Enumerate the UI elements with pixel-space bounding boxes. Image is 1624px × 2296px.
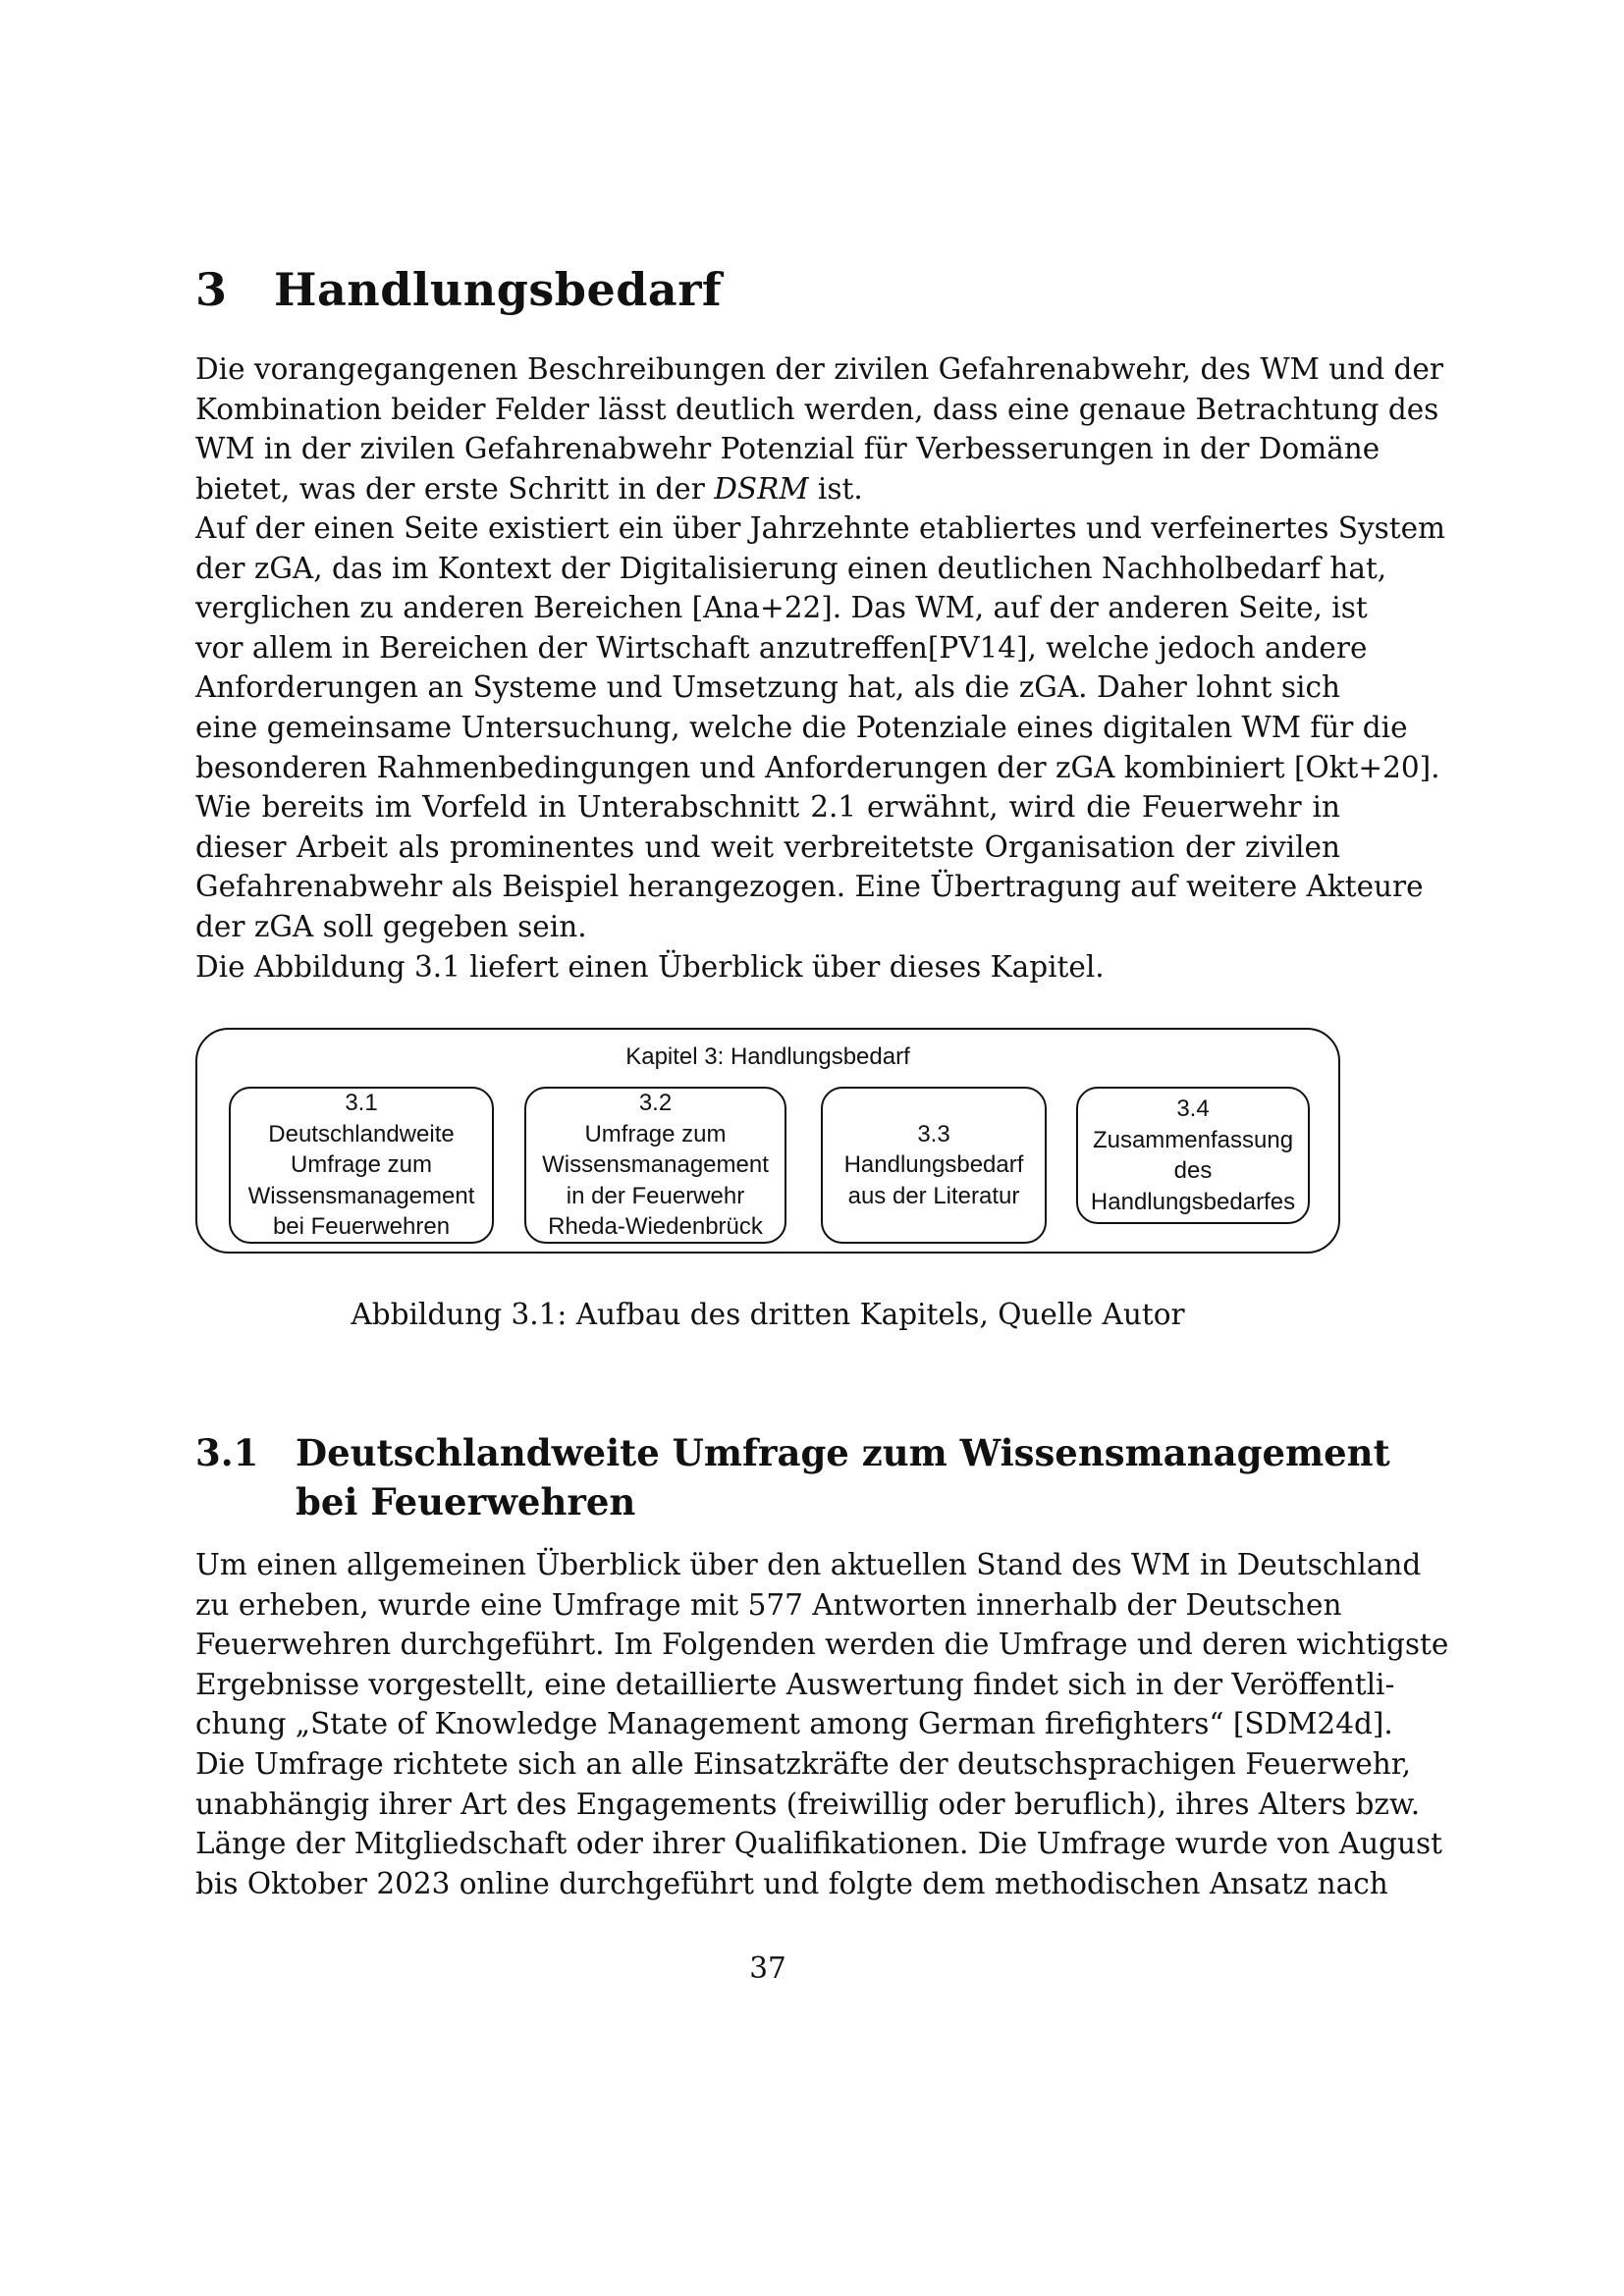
figure-box-3-3	[821, 1087, 1047, 1244]
text-line: Die Umfrage richtete sich an alle Einsatzkräfte der deutschsprachigen Feuerwehr,	[195, 1746, 1412, 1781]
chapter-number: 3	[195, 263, 228, 316]
box-line: Wissensmanagement	[247, 1182, 475, 1209]
text-line: Länge der Mitgliedschaft oder ihrer Qualifikationen. Die Umfrage wurde von August	[195, 1827, 1442, 1861]
text-line: bis Oktober 2023 online durchgeführt und folgte dem methodischen Ansatz nach	[195, 1866, 1388, 1900]
text-line: Wie bereits im Vorfeld in Unterabschnitt 2.1 erwähnt, wird die Feuerwehr in	[195, 790, 1340, 825]
section-title-line: Deutschlandweite Umfrage zum Wissensmanagement	[296, 1431, 1390, 1474]
box-line: Umfrage zum	[290, 1151, 433, 1179]
text-line: Die vorangegangenen Beschreibungen der zivilen Gefahrenabwehr, des WM und der	[195, 352, 1443, 386]
text-line: vor allem in Bereichen der Wirtschaft anzutreffen[PV14], welche jedoch andere	[195, 630, 1368, 665]
text-line: eine gemeinsame Untersuchung, welche die Potenziale eines digitalen WM für die	[195, 710, 1408, 744]
chapter-title: Handlungsbedarf	[274, 263, 723, 316]
text-line: Die Abbildung 3.1 liefert einen Überblick über dieses Kapitel.	[195, 950, 1105, 984]
box-line: 3.2	[638, 1090, 673, 1117]
page-number: 37	[749, 1951, 786, 1985]
box-line: Deutschlandweite	[268, 1120, 455, 1148]
figure-title: Kapitel 3: Handlungsbedarf	[625, 1043, 910, 1070]
intro-paragraph-1	[195, 349, 1443, 508]
text-line: Anforderungen an Systeme und Umsetzung hat, als die zGA. Daher lohnt sich	[195, 670, 1340, 705]
text-line: der zGA, das im Kontext der Digitalisierung einen deutlichen Nachholbedarf hat,	[195, 551, 1387, 585]
figure-caption: Abbildung 3.1: Aufbau des dritten Kapitels, Quelle Autor	[351, 1298, 1185, 1331]
section-title	[296, 1428, 1390, 1526]
box-line: des	[1173, 1157, 1213, 1184]
box-line: Zusammenfassung	[1092, 1126, 1294, 1153]
text-line: WM in der zivilen Gefahrenabwehr Potenzial für Verbesserungen in der Domäne	[195, 432, 1380, 466]
text-line: Gefahrenabwehr als Beispiel herangezogen. Eine Übertragung auf weitere Akteure	[195, 870, 1424, 904]
box-line: aus der Literatur	[847, 1182, 1020, 1209]
section-paragraph	[195, 1545, 1449, 1903]
box-line: 3.1	[345, 1090, 378, 1117]
text-line: Feuerwehren durchgeführt. Im Folgenden werden die Umfrage und deren wichtigste	[195, 1628, 1449, 1662]
section-number: 3.1	[195, 1431, 259, 1474]
figure-box-3-2	[524, 1087, 786, 1244]
text-line: Auf der einen Seite existiert ein über Jahrzehnte etabliertes und verfeinertes System	[195, 511, 1446, 545]
dsrm-term: DSRM	[714, 471, 809, 506]
text-line: chung „State of Knowledge Management among German firefighters“ [SDM24d].	[195, 1707, 1393, 1741]
box-line: in der Feuerwehr	[566, 1182, 745, 1209]
box-line: 3.3	[917, 1120, 950, 1148]
box-line: Handlungsbedarf	[843, 1151, 1024, 1179]
text-line: dieser Arbeit als prominentes und weit verbreitetste Organisation der zivilen	[195, 829, 1340, 864]
text-line-dsrm: bietet, was der erste Schritt in der DSRM ist.	[195, 471, 863, 506]
text-line: Um einen allgemeinen Überblick über den aktuellen Stand des WM in Deutschland	[195, 1548, 1422, 1581]
text-line: Ergebnisse vorgestellt, eine detaillierte Auswertung findet sich in der Veröffentli-	[195, 1667, 1395, 1701]
figure-box-3-4	[1076, 1087, 1310, 1224]
figure-box-3-1	[229, 1087, 494, 1244]
box-line: Umfrage zum	[584, 1120, 727, 1148]
chapter-heading	[195, 263, 722, 316]
box-line: 3.4	[1176, 1095, 1210, 1122]
text-line: besonderen Rahmenbedingungen und Anforderungen der zGA kombiniert [Okt+20].	[195, 750, 1440, 784]
text-line: Kombination beider Felder lässt deutlich werden, dass eine genaue Betrachtung des	[195, 392, 1439, 426]
intro-paragraph-2	[195, 508, 1446, 947]
text-line: verglichen zu anderen Bereichen [Ana+22]. Das WM, auf der anderen Seite, ist	[195, 591, 1368, 625]
section-title-line: bei Feuerwehren	[296, 1480, 636, 1523]
text-line: der zGA soll gegeben sein.	[195, 909, 587, 943]
figure-chapter-structure	[195, 1028, 1340, 1254]
text-line: unabhängig ihrer Art des Engagements (freiwillig oder beruflich), ihres Alters bzw.	[195, 1787, 1421, 1821]
box-line: bei Feuerwehren	[272, 1213, 451, 1241]
text-line: zu erheben, wurde eine Umfrage mit 577 Antworten innerhalb der Deutschen	[195, 1587, 1342, 1622]
box-line: Handlungsbedarfes	[1090, 1188, 1296, 1215]
intro-paragraph-3	[195, 947, 1340, 988]
box-line: Rheda-Wiedenbrück	[548, 1213, 763, 1241]
box-line: Wissensmanagement	[542, 1151, 769, 1179]
